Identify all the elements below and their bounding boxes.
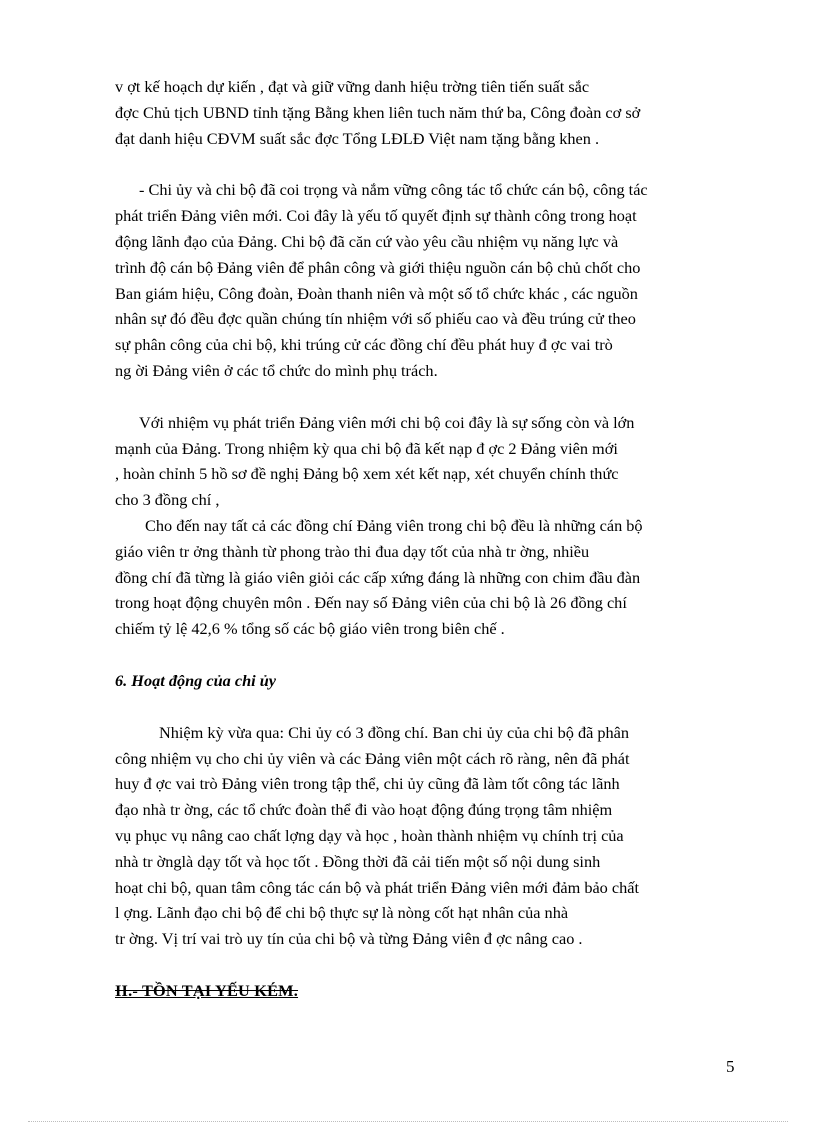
paragraph-achievements (115, 74, 738, 151)
text-line: động lãnh đạo của Đảng. Chi bộ đã căn cứ vào yêu cầu nhiệm vụ năng lực và (115, 231, 619, 251)
text-line: đồng chí đã từng là giáo viên giỏi các cấp xứng đáng là những con chim đầu đàn (115, 567, 641, 587)
section-heading: 6. Hoạt động của chi ủy (115, 670, 277, 690)
text-line: , hoàn chỉnh 5 hồ sơ đề nghị Đảng bộ xem xét kết nạp, xét chuyển chính thức (115, 464, 619, 484)
text-line: trong hoạt động chuyên môn . Đến nay số Đảng viên của chi bộ là 26 đồng chí (115, 593, 627, 613)
section-heading-weaknesses: II.- TỒN TẠI YẾU KÉM. (115, 980, 299, 1000)
paragraph-party-development (115, 410, 738, 513)
text-line: Ban giám hiệu, Công đoàn, Đoàn thanh niên và một số tổ chức khác , các nguồn (115, 283, 638, 303)
text-line: chiếm tỷ lệ 42,6 % tổng số các bộ giáo viên trong biên chế . (115, 619, 505, 639)
text-line: Với nhiệm vụ phát triển Đảng viên mới chi bộ coi đây là sự sống còn và lớn (139, 412, 635, 432)
paragraph-personnel (115, 177, 738, 383)
text-line: l ợng. Lãnh đạo chi bộ để chi bộ thực sự là nòng cốt hạt nhân của nhà (115, 903, 569, 923)
text-line: đạt danh hiệu CĐVM suất sắc đợc Tổng LĐLĐ Việt nam tặng bằng khen . (115, 128, 600, 148)
text-line: mạnh của Đảng. Trong nhiệm kỳ qua chi bộ đã kết nạp đ ợc 2 Đảng viên mới (115, 438, 618, 458)
text-line: vụ phục vụ nâng cao chất lợng dạy và học , hoàn thành nhiệm vụ chính trị của (115, 825, 624, 845)
text-line: nhân sự đó đều đợc quần chúng tín nhiệm với số phiếu cao và đều trúng cử theo (115, 309, 636, 329)
text-line: huy đ ợc vai trò Đảng viên trong tập thể, chi ủy cũng đã làm tốt công tác lãnh (115, 774, 620, 794)
paragraph-members (115, 513, 738, 642)
page-number: 5 (726, 1057, 735, 1076)
text-line: nhà tr ờnglà dạy tốt và học tốt . Đồng thời đã cải tiến một số nội dung sinh (115, 851, 601, 871)
text-line: phát triển Đảng viên mới. Coi đây là yếu tố quyết định sự thành công trong hoạt (115, 206, 637, 226)
text-line: Nhiệm kỳ vừa qua: Chi ủy có 3 đồng chí. Ban chi ủy của chi bộ đã phân (159, 722, 630, 742)
document-body (115, 74, 738, 1004)
text-line: tr ờng. Vị trí vai trò uy tín của chi bộ và từng Đảng viên đ ợc nâng cao . (115, 929, 583, 949)
text-line: - Chi ủy và chi bộ đã coi trọng và nắm vững công tác tổ chức cán bộ, công tác (139, 180, 648, 200)
text-line: Cho đến nay tất cả các đồng chí Đảng viên trong chi bộ đều là những cán bộ (145, 515, 643, 535)
text-line: hoạt chi bộ, quan tâm công tác cán bộ và phát triển Đảng viên mới đảm bảo chất (115, 877, 640, 897)
text-line: giáo viên tr ởng thành từ phong trào thi đua dạy tốt của nhà tr ờng, nhiều (115, 541, 590, 561)
text-line: đợc Chủ tịch UBND tỉnh tặng Bằng khen liên tuch năm thứ ba, Công đoàn cơ sở (115, 102, 641, 122)
text-line: đạo nhà tr ờng, các tổ chức đoàn thể đi vào hoạt động đúng trọng tâm nhiệm (115, 800, 613, 820)
text-line: trình độ cán bộ Đảng viên để phân công và giới thiệu nguồn cán bộ chủ chốt cho (115, 257, 641, 277)
paragraph-committee (115, 720, 738, 952)
text-line: sự phân công của chi bộ, khi trúng cử các đồng chí đều phát huy đ ợc vai trò (115, 335, 613, 355)
page-bottom-divider (28, 1121, 788, 1122)
text-line: ng ời Đảng viên ở các tổ chức do mình phụ trách. (115, 360, 438, 380)
text-line: v ợt kế hoạch dự kiến , đạt và giữ vững danh hiệu trờng tiên tiến suất sắc (115, 77, 590, 96)
text-line: công nhiệm vụ cho chi ủy viên và các Đảng viên một cách rõ ràng, nên đã phát (115, 748, 630, 768)
text-line: cho 3 đồng chí , (115, 490, 220, 510)
